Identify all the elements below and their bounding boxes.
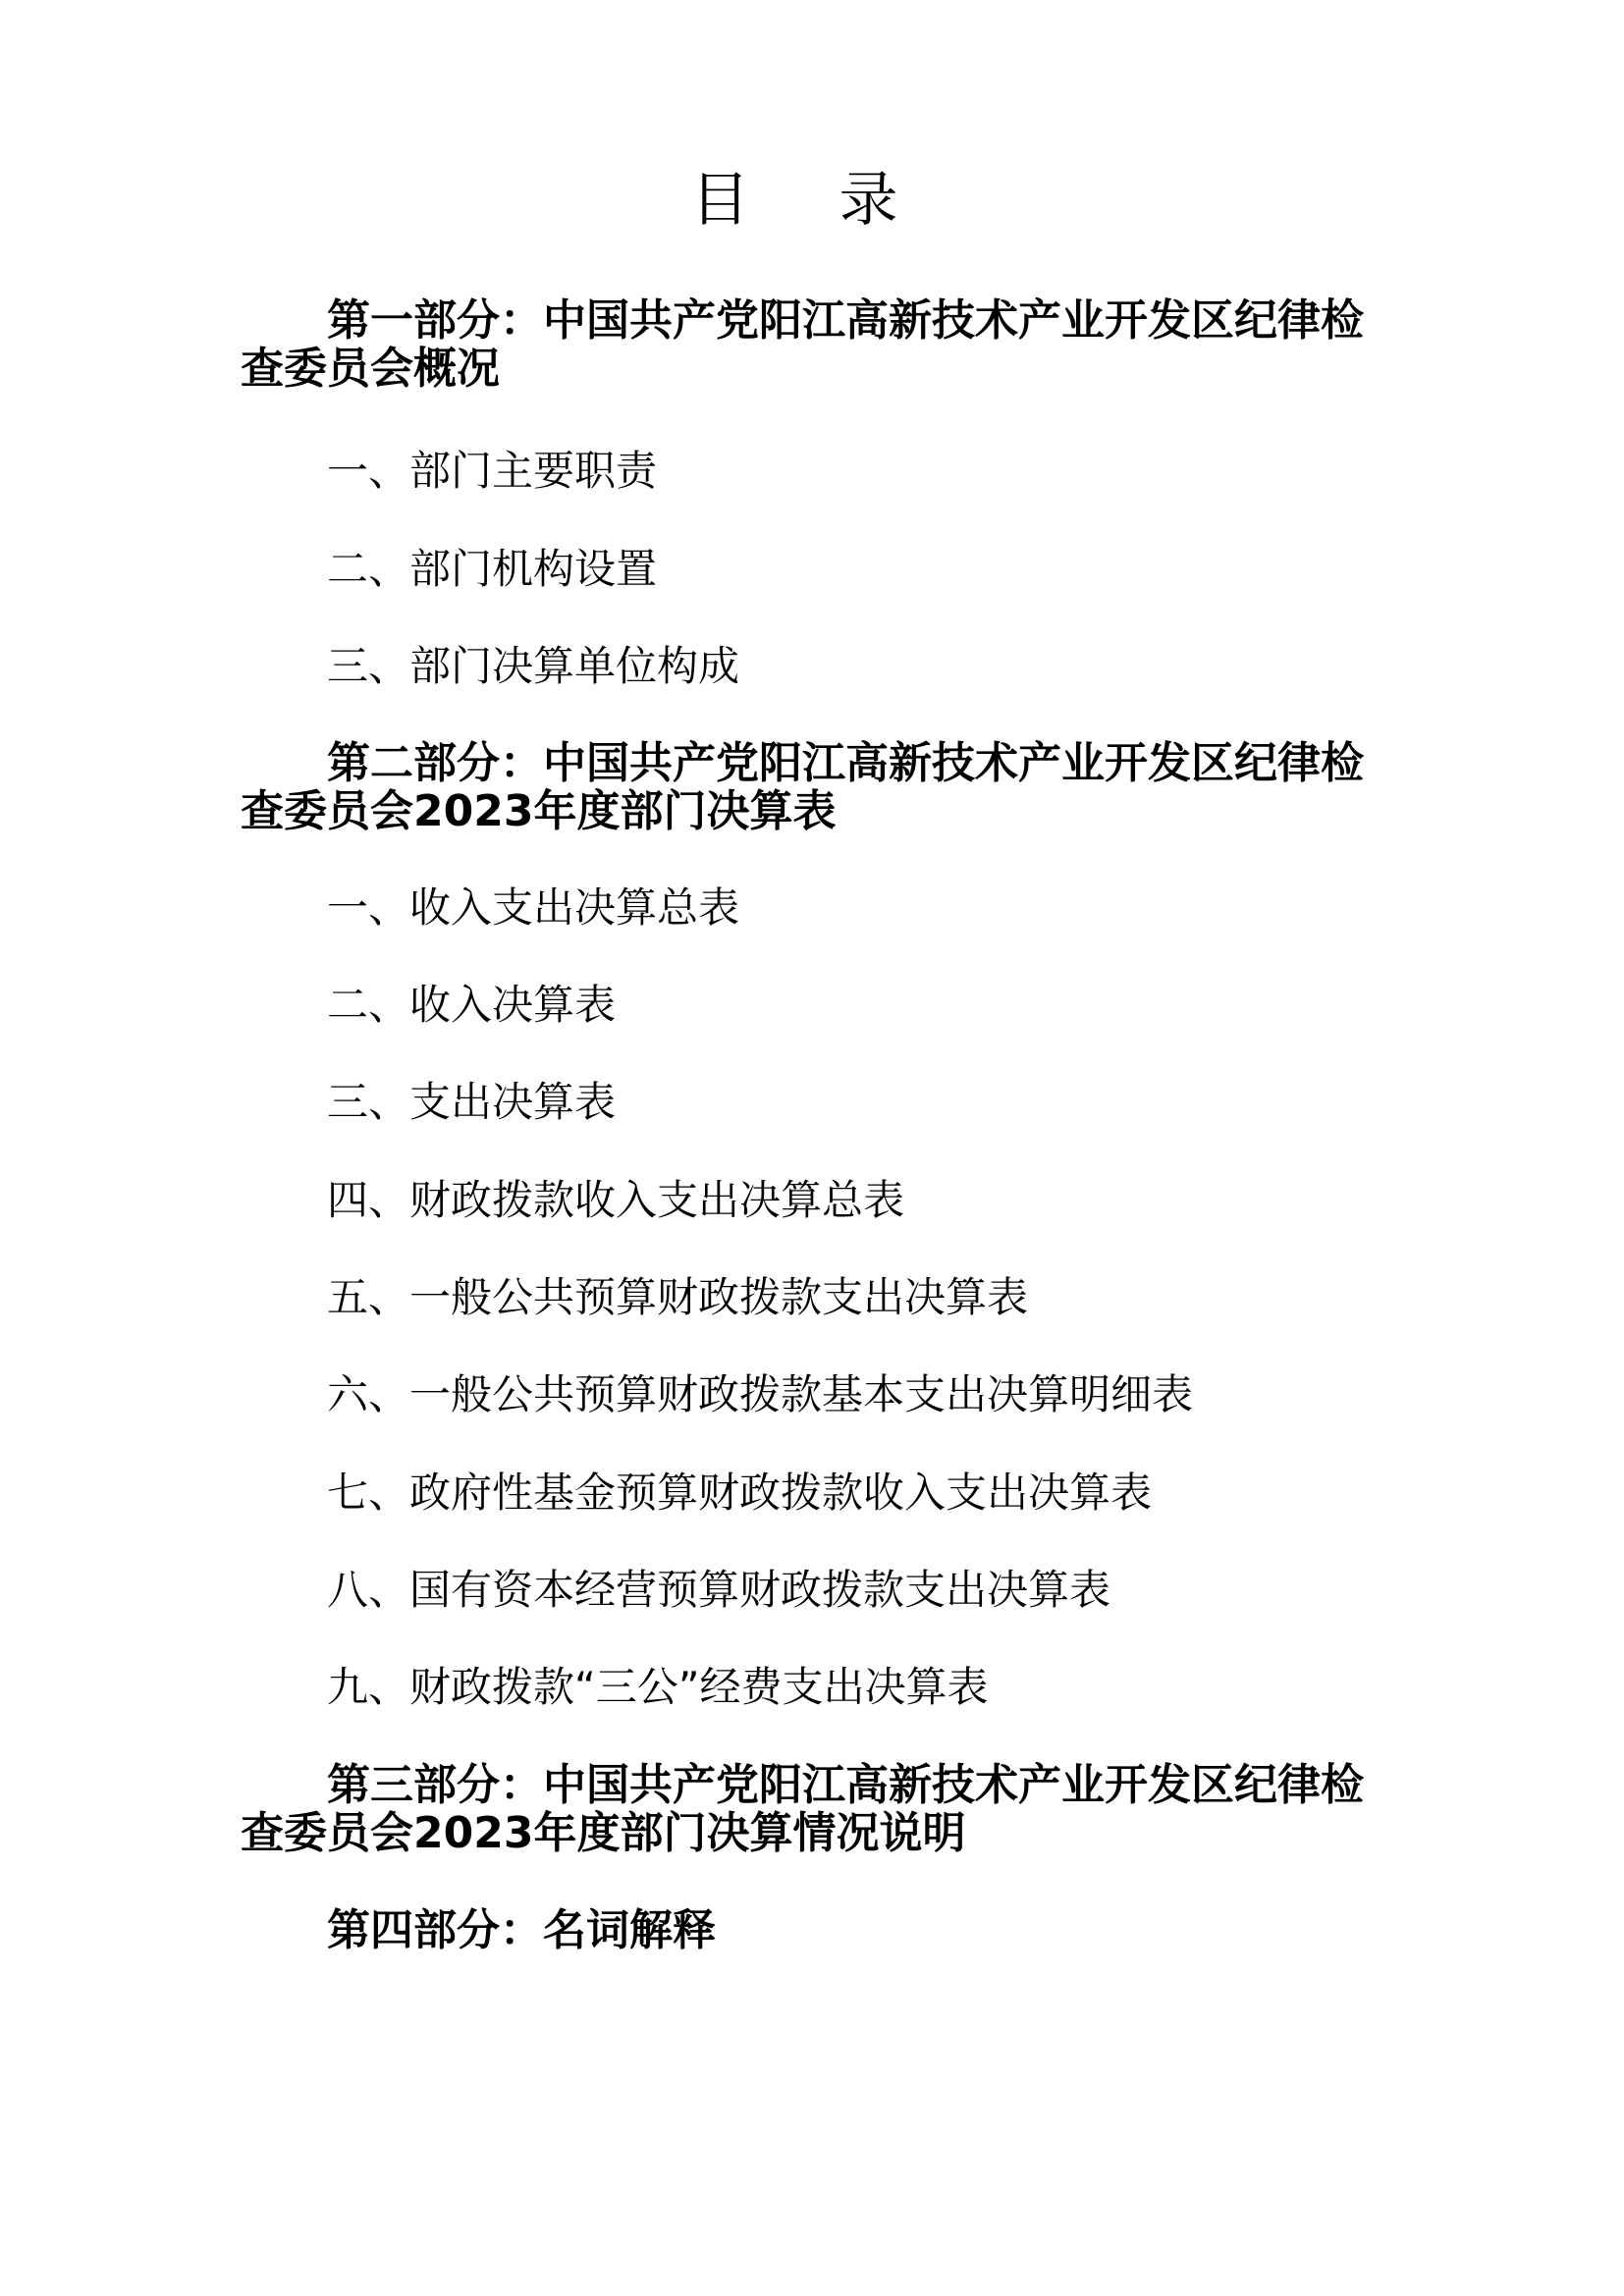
toc-item: 三、部门决算单位构成	[327, 642, 740, 690]
toc-item: 三、支出决算表	[327, 1078, 617, 1126]
toc-item: 五、一般公共预算财政拨款支出决算表	[327, 1273, 1029, 1321]
toc-item: 二、部门机构设置	[327, 545, 658, 593]
toc-part-4: 第四部分：名词解释	[327, 1905, 716, 1955]
toc-item: 四、财政拨款收入支出决算总表	[327, 1176, 905, 1224]
toc-part-2: 第二部分：中国共产党阳江高新技术产业开发区纪律检查委员会2023年度部门决算表	[241, 738, 1364, 836]
page-title: 目 录	[690, 166, 934, 235]
toc-item: 一、收入支出决算总表	[327, 883, 740, 932]
toc-item: 九、财政拨款“三公”经费支出决算表	[327, 1663, 989, 1711]
toc-part-1: 第一部分：中国共产党阳江高新技术产业开发区纪律检查委员会概况	[241, 295, 1364, 394]
toc-item: 一、部门主要职责	[327, 447, 658, 495]
toc-item: 六、一般公共预算财政拨款基本支出决算明细表	[327, 1370, 1194, 1418]
toc-part-3: 第三部分：中国共产党阳江高新技术产业开发区纪律检查委员会2023年度部门决算情况说明	[241, 1760, 1364, 1858]
toc-item: 八、国有资本经营预算财政拨款支出决算表	[327, 1566, 1111, 1614]
toc-item: 七、政府性基金预算财政拨款收入支出决算表	[327, 1468, 1153, 1517]
toc-item: 二、收入决算表	[327, 981, 617, 1029]
